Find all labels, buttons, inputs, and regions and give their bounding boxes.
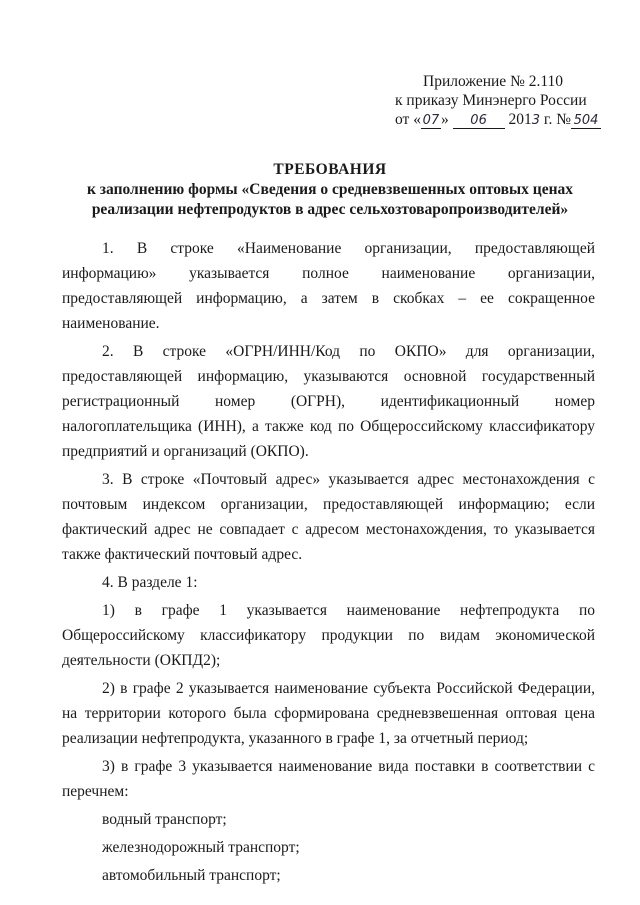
document-title xyxy=(60,160,600,220)
title-subtitle-line-2: реализации нефтепродуктов в адрес сельхозтоваропроизводителей» xyxy=(91,201,569,218)
paragraph-4-3: 3) в графе 3 указывается наименование вида поставки в соответствии с перечнем: xyxy=(62,758,595,800)
paragraph-4: 4. В разделе 1: xyxy=(102,574,198,591)
list-item: железнодорожный транспорт; xyxy=(102,839,300,856)
appendix-number: Приложение № 2.110 xyxy=(423,73,564,90)
order-reference: к приказу Минэнерго России xyxy=(395,92,587,109)
title-main: ТРЕБОВАНИЯ xyxy=(273,161,387,178)
title-subtitle-line-1: к заполнению формы «Сведения о средневзвешенных оптовых ценах xyxy=(86,181,574,198)
date-prefix: от « xyxy=(395,111,421,128)
date-mid: » xyxy=(440,111,449,128)
order-date-line xyxy=(395,110,610,130)
paragraph-4-2: 2) в графе 2 указывается наименование субъекта Российской Федерации, на территории которого была сформирована средневзвешенная оптовая цена реализации нефтепродукта, указанного в графе 1, за отчетный период; xyxy=(62,680,595,747)
appendix-header xyxy=(395,72,610,130)
document-body xyxy=(62,236,595,891)
order-number-handwritten: 504 xyxy=(571,114,601,129)
date-day-handwritten: 07 xyxy=(422,113,440,128)
date-year-prefix: 201 xyxy=(508,111,532,128)
list-item: автомобильный транспорт; xyxy=(102,867,281,884)
paragraph-2: 2. В строке «ОГРН/ИНН/Код по ОКПО» для организации, предоставляющей информацию, указываются основной государственный регистрационный номер (ОГРН), идентификационный номер налогоплательщика (ИНН), а также код по Общероссийскому классификатору предприятий и организаций (ОКПО). xyxy=(62,343,595,460)
date-year-end: г. № xyxy=(539,111,572,128)
date-year-handwritten: 3 xyxy=(531,113,540,128)
date-month-handwritten: 06 xyxy=(453,114,505,129)
list-item: водный транспорт; xyxy=(102,811,227,828)
paragraph-1: 1. В строке «Наименование организации, предоставляющей информацию» указывается полное наименование организации, предоставляющей информацию, а затем в скобках – ее сокращенное наименование. xyxy=(62,240,595,332)
paragraph-3: 3. В строке «Почтовый адрес» указывается адрес местонахождения с почтовым индексом организации, предоставляющей информацию; если фактический адрес не совпадает с адресом местонахождения, то указывается также фактический почтовый адрес. xyxy=(62,471,595,563)
paragraph-4-1: 1) в графе 1 указывается наименование нефтепродукта по Общероссийскому классификатору продукции по видам экономической деятельности (ОКПД2); xyxy=(62,602,595,669)
